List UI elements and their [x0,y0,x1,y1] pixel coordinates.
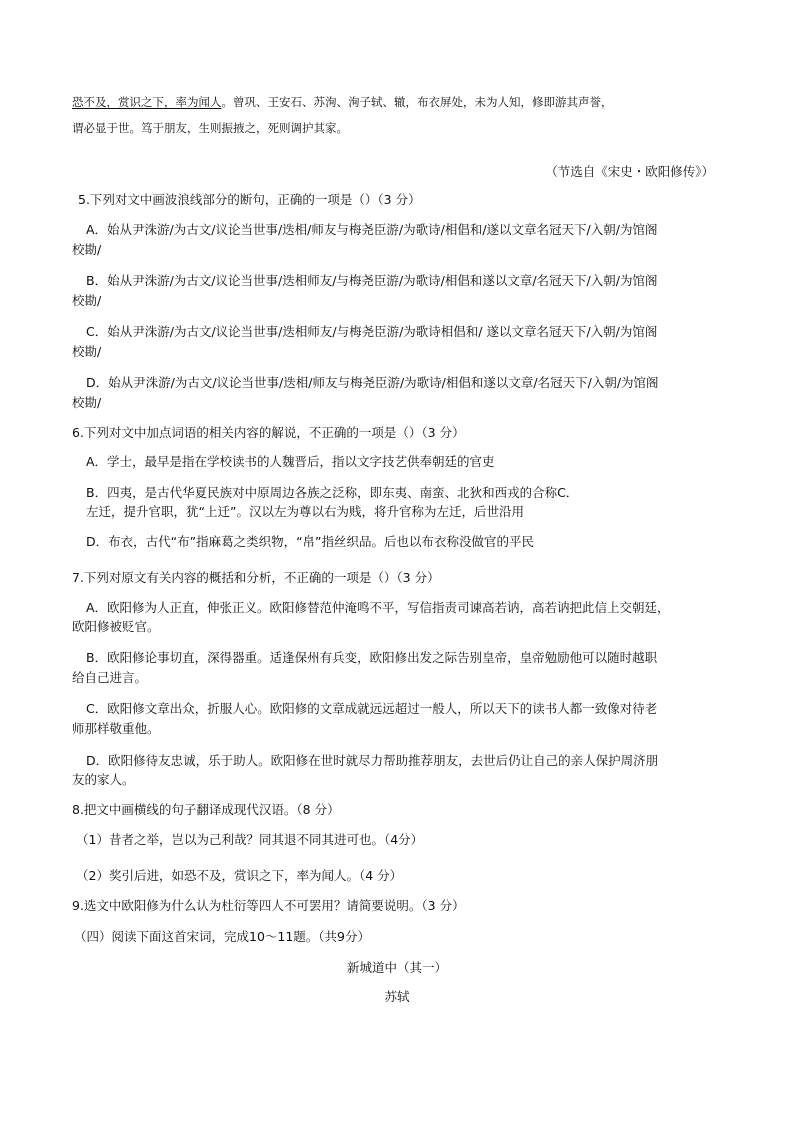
section-4-heading: （四）阅读下面这首宋词，完成10～11题。（共9分） [74,929,371,944]
passage-source: （节选自《宋史・欧阳修传》） [545,164,714,179]
poem-title: 新城道中（其一） [346,960,447,975]
q5-option-a-cont: 校勘/ [72,242,102,257]
q5-option-c: C．始从尹洙游/为古文/议论当世事/迭相师友/与梅尧臣游/为歌诗相倡和/ 遂以文章名冠天下/入朝/为馆阁 [86,324,658,339]
q7-option-b-cont: 给自己进言。 [72,670,148,685]
passage-line-2: 谓必显于世。笃于朋友，生则振掖之，死则调护其家。 [72,121,348,135]
passage-line-1 [72,92,724,112]
q8-sentence-1: （1）昔者之举，岂以为己利哉？同其退不同其进可也。（4分） [76,832,424,847]
passage-text: 。曾巩、王安石、苏洵、洵子轼、辙，布衣屏处，未为人知，修即游其声誉， [221,95,613,109]
underlined-sentence: 恐不及，赏识之下，率为闻人 [72,95,222,109]
q7-option-d: D．欧阳修待友忠诚，乐于助人。欧阳修在世时就尽力帮助推荐朋友，去世后仍让自己的亲人保护周济朋 [86,753,659,768]
q6-option-c: 左迁，提升官职，犹“上迁”。汉以左为尊以右为贱，将升官称为左迁，后世沿用 [86,504,524,519]
q8-sentence-2: （2）奖引后进，如恐不及，赏识之下，率为闻人。（4 分） [76,868,403,883]
q7-option-c-cont: 师那样敬重他。 [72,721,160,736]
question-8-stem: 8.把文中画横线的句子翻译成现代汉语。（8 分） [72,802,340,817]
q6-option-d: D．布衣，古代“布”指麻葛之类织物，“帛”指丝织品。后也以布衣称没做官的平民 [86,534,535,549]
q6-option-a: A．学士，最早是指在学校读书的人魏晋后，指以文字技艺供奉朝廷的官吏 [86,454,495,469]
q6-option-b: B．四夷，是古代华夏民族对中原周边各族之泛称，即东夷、南蛮、北狄和西戎的合称C． [86,485,579,500]
q5-option-b: B．始从尹洙游/为古文/议论当世事/迭相师友/与梅尧臣游/为歌诗/相倡和遂以文章/名冠天下/入朝/为馆阁 [86,273,658,288]
q5-option-c-cont: 校勘/ [72,344,102,359]
q7-option-a-cont: 欧阳修被贬官。 [72,619,160,634]
q5-option-d-cont: 校勘/ [72,395,102,410]
q7-option-d-cont: 友的家人。 [72,772,135,787]
question-7-stem: 7.下列对原文有关内容的概括和分析，不正确的一项是（）（3 分） [72,570,440,585]
q7-option-a: A．欧阳修为人正直，伸张正义。欧阳修替范仲淹鸣不平，写信指责司谏高若讷，高若讷把此信上交朝廷， [86,600,670,615]
question-5-stem: 5.下列对文中画波浪线部分的断句，正确的一项是（）（3 分） [78,192,421,207]
q5-option-b-cont: 校勘/ [72,293,102,308]
poem-author: 苏轼 [384,989,410,1004]
q7-option-c: C．欧阳修文章出众，折服人心。欧阳修的文章成就远远超过一般人，所以天下的读书人都一致像对待老 [86,701,658,716]
question-6-stem: 6.下列对文中加点词语的相关内容的解说，不正确的一项是（）（3 分） [72,425,465,440]
q5-option-a: A．始从尹洙游/为古文/议论当世事/迭相/师友与梅尧臣游/为歌诗/相倡和/遂以文章名冠天下/入朝/为馆阁 [86,222,658,237]
question-9-stem: 9.选文中欧阳修为什么认为杜衍等四人不可罢用？请简要说明。（3 分） [72,898,465,913]
q5-option-d: D．始从尹洙游/为古文/议论当世事/迭相/师友与梅尧臣游/为歌诗/相倡和遂以文章/名冠天下/入朝/为馆阁 [86,375,659,390]
q7-option-b: B．欧阳修论事切直，深得器重。适逢保州有兵变，欧阳修出发之际告别皇帝，皇帝勉励他可以随时越职 [86,650,658,665]
